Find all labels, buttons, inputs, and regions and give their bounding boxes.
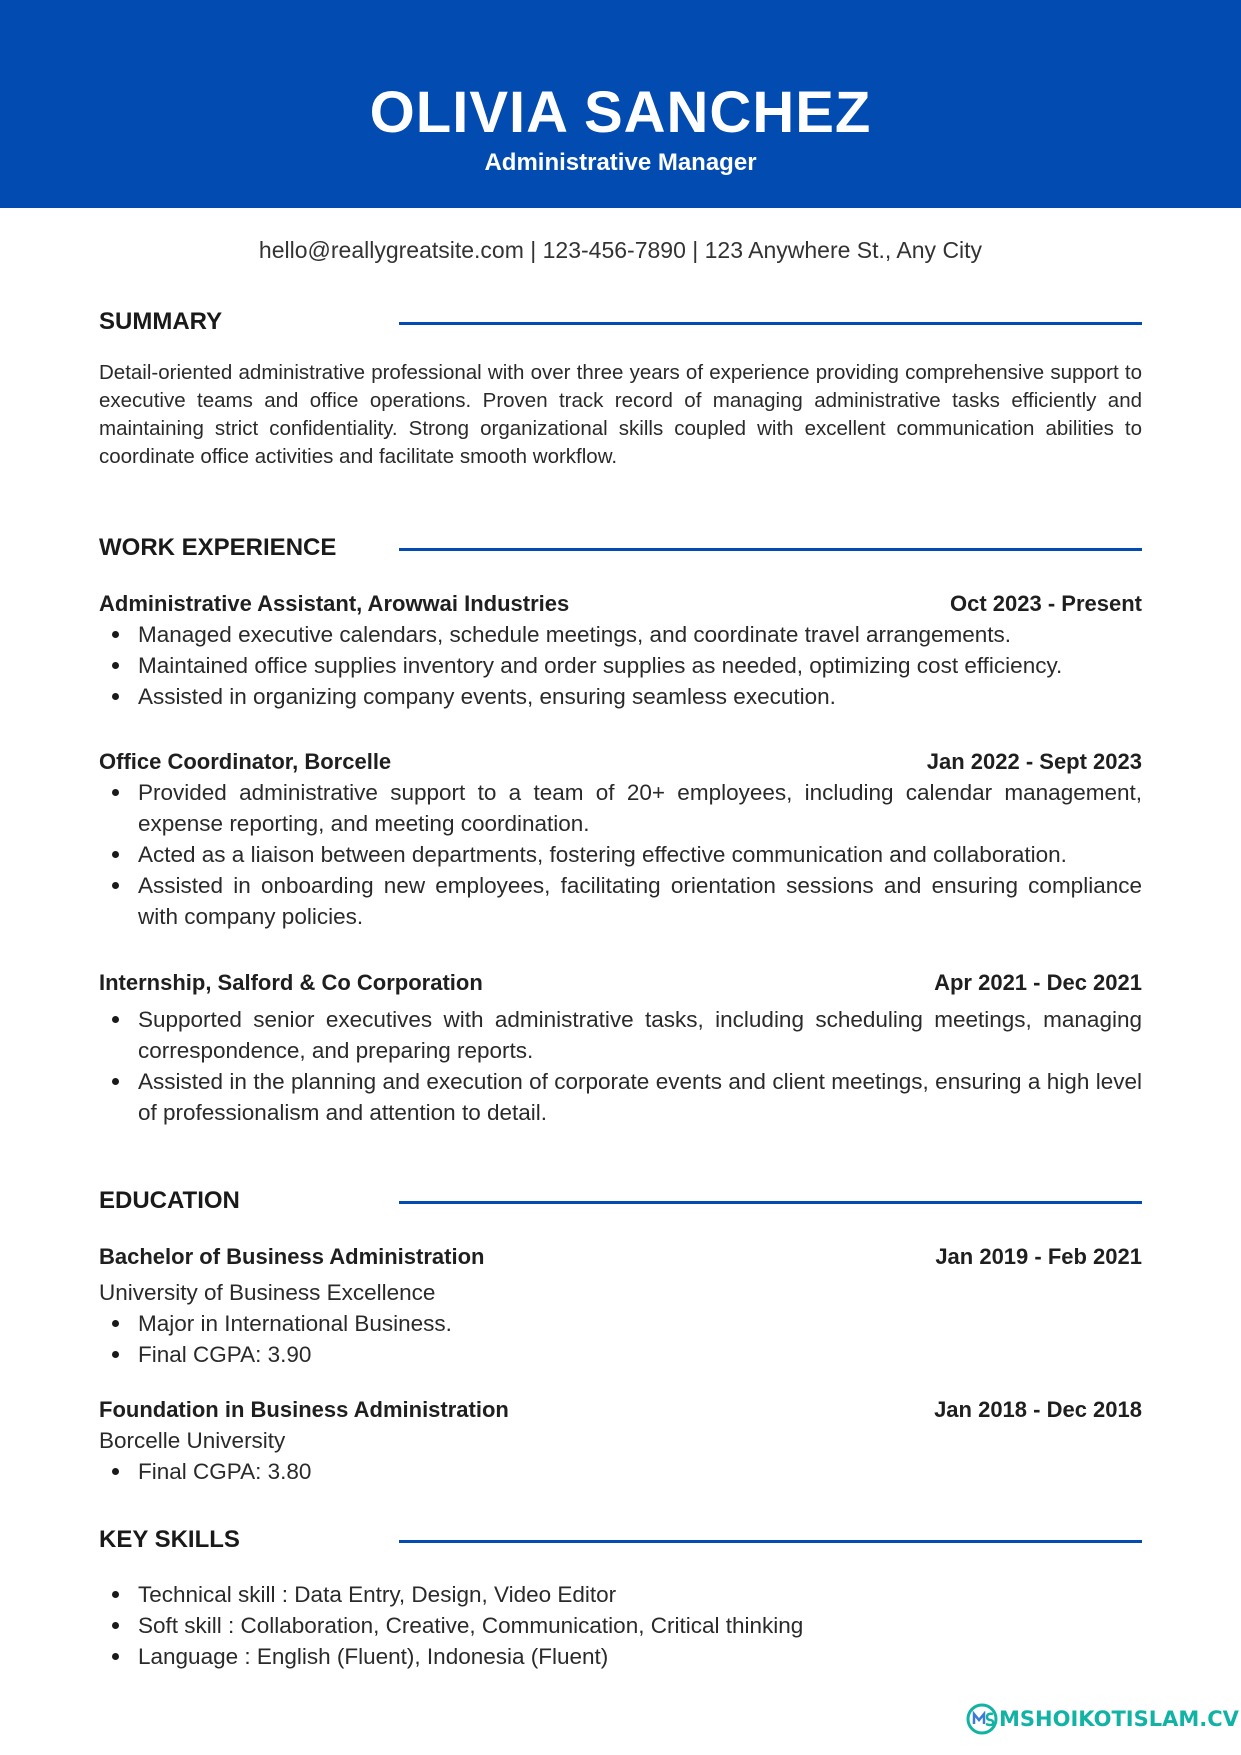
education-entry (99, 1242, 1142, 1370)
bullet-icon (112, 662, 119, 669)
list-item: Supported senior executives with administrative tasks, including scheduling meetings, managing correspondence, and preparing reports. (99, 1004, 1142, 1066)
school-name: Borcelle University (99, 1428, 286, 1453)
section-divider (399, 1540, 1142, 1543)
watermark (965, 1702, 1239, 1736)
education-date: Jan 2019 - Feb 2021 (935, 1244, 1142, 1269)
section-divider (399, 322, 1142, 325)
watermark-text: MSHOIKOTISLAM.CV (999, 1707, 1239, 1731)
job-date: Oct 2023 - Present (950, 591, 1142, 616)
job-entry (99, 747, 1142, 932)
section-divider (399, 1201, 1142, 1204)
bullet-icon (112, 1320, 119, 1327)
bullet-icon (112, 1078, 119, 1085)
bullet-icon (112, 1351, 119, 1358)
section-divider (399, 548, 1142, 551)
section-title: KEY SKILLS (99, 1526, 240, 1553)
bullet-icon (112, 882, 119, 889)
bullet-icon (112, 631, 119, 638)
list-item: Technical skill : Data Entry, Design, Video Editor (99, 1579, 1142, 1610)
list-item: Language : English (Fluent), Indonesia (Fluent) (99, 1641, 1142, 1672)
degree-title: Foundation in Business Administration (99, 1397, 509, 1422)
candidate-name: OLIVIA SANCHEZ (369, 80, 872, 145)
education-date: Jan 2018 - Dec 2018 (934, 1397, 1142, 1422)
bullet-icon (112, 851, 119, 858)
list-item: Final CGPA: 3.90 (99, 1339, 1142, 1370)
key-skills-section (99, 1525, 1142, 1685)
job-date: Apr 2021 - Dec 2021 (934, 970, 1142, 995)
list-item: Maintained office supplies inventory and order supplies as needed, optimizing cost efficiency. (99, 650, 1142, 681)
job-date: Jan 2022 - Sept 2023 (926, 749, 1142, 774)
list-item: Provided administrative support to a team of 20+ employees, including calendar management, expense reporting, and meeting coordination. (99, 777, 1142, 839)
ms-logo-icon (965, 1702, 999, 1736)
list-item: Major in International Business. (99, 1308, 1142, 1339)
list-item: Acted as a liaison between departments, fostering effective communication and collaboration. (99, 839, 1142, 870)
list-item: Soft skill : Collaboration, Creative, Communication, Critical thinking (99, 1610, 1142, 1641)
list-item: Assisted in organizing company events, ensuring seamless execution. (99, 681, 1142, 712)
bullet-icon (112, 1016, 119, 1023)
work-experience-section (99, 533, 1142, 1133)
job-title: Administrative Assistant, Arowwai Industries (99, 591, 570, 616)
bullet-icon (112, 693, 119, 700)
section-title: EDUCATION (99, 1187, 240, 1214)
list-item: Assisted in the planning and execution of corporate events and client meetings, ensuring a high level of professionalism and attention to detail. (99, 1066, 1142, 1128)
section-title: SUMMARY (99, 308, 223, 335)
job-entry (99, 968, 1142, 1128)
degree-title: Bachelor of Business Administration (99, 1244, 485, 1269)
candidate-role: Administrative Manager (484, 149, 757, 176)
job-entry (99, 589, 1142, 712)
bullet-icon (112, 1468, 119, 1475)
job-title: Office Coordinator, Borcelle (99, 749, 392, 774)
education-section (99, 1186, 1142, 1486)
summary-section (99, 307, 1142, 477)
bullet-icon (112, 1591, 119, 1598)
job-title: Internship, Salford & Co Corporation (99, 970, 483, 995)
bullet-icon (112, 789, 119, 796)
list-item: Managed executive calendars, schedule meetings, and coordinate travel arrangements. (99, 619, 1142, 650)
school-name: University of Business Excellence (99, 1280, 436, 1305)
contact-line: hello@reallygreatsite.com | 123-456-7890 | 123 Anywhere St., Any City (258, 237, 983, 263)
education-entry (99, 1395, 1142, 1487)
bullet-icon (112, 1622, 119, 1629)
list-item: Assisted in onboarding new employees, facilitating orientation sessions and ensuring compliance with company policies. (99, 870, 1142, 932)
section-title: WORK EXPERIENCE (99, 534, 337, 561)
list-item: Final CGPA: 3.80 (99, 1456, 1142, 1487)
summary-text: Detail-oriented administrative professional with over three years of experience providing comprehensive support to executive teams and office operations. Proven track record of managing administrative tasks efficiently and maintaining strict confidentiality. Strong organizational skills coupled with excellent communication abilities to coordinate office activities and facilitate smooth workflow. (99, 361, 1142, 468)
bullet-icon (112, 1653, 119, 1660)
